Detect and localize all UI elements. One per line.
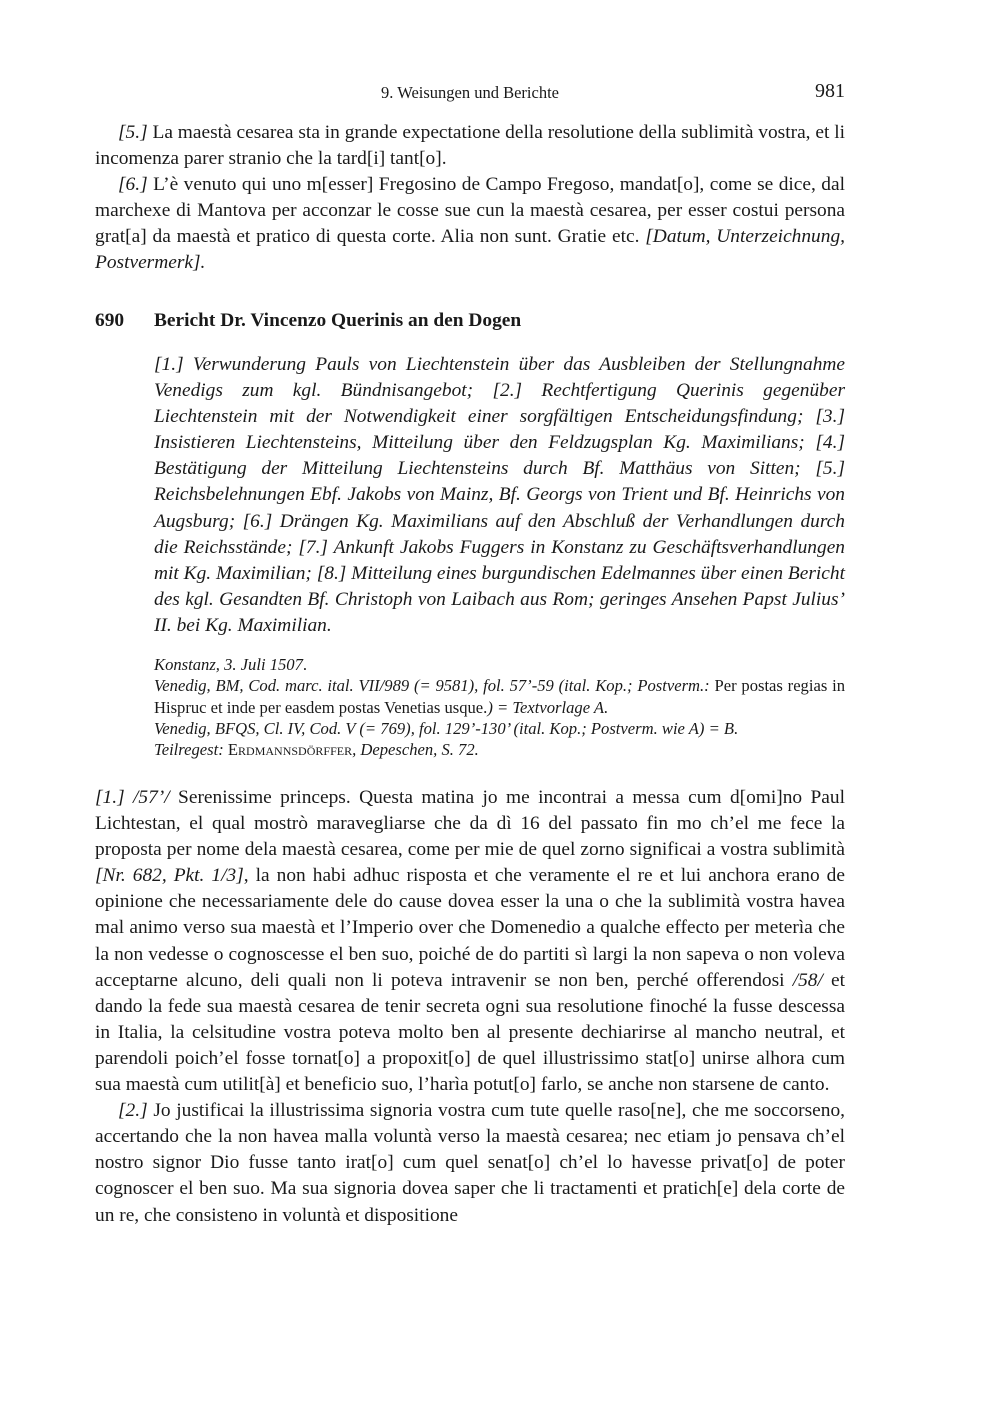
paragraph-number: [6.]: [118, 174, 148, 196]
place-date-text: Konstanz, 3. Juli 1507: [154, 655, 303, 674]
document-body: [95, 785, 845, 1229]
document-heading: [95, 310, 845, 332]
source-a: [154, 675, 845, 718]
page-number: 981: [815, 80, 845, 102]
cross-reference: [Nr. 682, Pkt. 1/3]: [95, 865, 244, 887]
paragraph-text: La maestà cesarea sta in grande expectatione della resolutione della sublimità vostra, et li incomenza parer stranio che la tard[i] tant[o].: [95, 122, 845, 170]
regest: [154, 352, 845, 639]
teilregest-work: , Depeschen, S. 72.: [352, 740, 479, 760]
source-apparatus: [154, 654, 845, 760]
document-number: 690: [95, 310, 125, 331]
place-date: Konstanz, 3. Juli 1507.: [154, 655, 308, 674]
regest-text: [1.] Verwunderung Pauls von Liechtenstein über das Ausbleiben der Stellungnahme Venedigs zum kgl. Bündnisangebot; [2.] Rechtfertigung Querinis gegenüber Liechtenstein mit der Notwendigkeit einer sorgfältigen Entscheidungsfindung; [3.] Insistieren Liechtensteins, Mitteilung über den Feldzugsplan Kg. Maximilians; [4.] Bestätigung der Mitteilung Liechtensteins durch Bf. Matthäus von Sitten; [5.] Reichsbelehnungen Ebf. Jakobs von Mainz, Bf. Georgs von Trient und Bf. Heinrichs von Augsburg; [6.] Drängen Kg. Maximilians auf den Abschluß der Verhandlungen durch die Reichsstände; [7.] Ankunft Jakobs Fuggers in Konstanz zu Geschäftsverhandlungen mit Kg. Maximilian; [8.] Mitteilung eines burgundischen Edelmannes über einen Bericht des kgl. Gesandten Bf. Christoph von Laibach aus Rom; geringes Ansehen Papst Julius’ II. bei Kg. Maximilian.: [154, 354, 845, 636]
paragraph-number: [2.]: [118, 1100, 148, 1122]
paragraph-text: L’è venuto qui uno m[esser] Fregosino de Campo Fregoso, mandat[o], come se dice, dal marchexe di Mantova per acconzar le cosse sue cun la maestà cesarea, per esser costui persona grat[a] da maestà et pratico di questa corte. Alia non sunt. Gratie etc.: [95, 174, 845, 248]
postvermerk-text: Per postas regias in Hispruc et inde per easdem postas Venetias usque.: [154, 676, 845, 717]
source-b: [154, 718, 845, 739]
source-a-end: ) = Textvorlage A.: [487, 697, 609, 717]
paragraph-6: [95, 172, 845, 276]
paragraph-5: [95, 120, 845, 172]
editorial-note: [Datum, Unterzeichnung, Postvermerk].: [95, 226, 845, 274]
teilregest-label: Teilregest:: [154, 740, 228, 760]
teilregest-author: Erdmannsdörffer: [227, 740, 353, 760]
paragraph-1: [1.] /57’/ Serenissime princeps. Questa matina jo me incontrai a messa cum d[omi]no Paul Lichtestan, el qual mostrò maravegliarse che da dì 16 del passato fin mo ch’el me fece la proposta per nome dela maestà cesarea, come per mie de quel zorno significai a vostra sublimità [Nr. 682, Pkt. 1/3], la non habi adhuc risposta et che veramente el re et lui anchora erano de opinione che necessariamente dele do cause dovea esser la una o che la sublimità vostra havea mal animo verso sua maestà et l’Imperio over che Domenedio a qualche effecto per meterìa che la non vedesse o cognoscesse el ben suo, poiché de do partiti sì largi la non sapeva o non voleva acceptarne alcuno, deli quali non li poteva intravenir se non ben, perché offerendosi /58/ et dando la fede sua maestà cesarea de tenir secreta ogni sua resolutione finoché la fusse descessa in Italia, la celsitudine vostra poteva molto ben al presente dechiarirse al mancho neutral, et parendoli poich’el fosse tornat[o] a propoxit[o] de quel illustrissimo stat[o] unirse alhora cum sua maestà cum utilit[à] et beneficio suo, l’harìa potut[o] farlo, se anche non starsene de canto.: [95, 787, 845, 1096]
source-b-text: Venedig, BFQS, Cl. IV, Cod. V (= 769), fol. 129’-130’ (ital. Kop.; Postverm. wie A) = B.: [154, 718, 739, 738]
paragraph-number: [1.] /57’/: [95, 787, 170, 808]
folio-marker: /58/: [792, 969, 823, 991]
page-header: [95, 80, 845, 108]
paragraph-number: [5.]: [118, 122, 148, 143]
document-title: Bericht Dr. Vincenzo Querinis an den Dogen: [154, 310, 522, 331]
paragraph-2: [2.] Jo justificai la illustrissima signoria vostra cum tute quelle raso[ne], che me soccorseno, accertando che la non havea malla voluntà verso la maestà cesarea; nec etiam jo pensava ch’el nostro signor Dio fusse tanto irat[o] cum quel senat[o] ch’el lo havesse privat[o] de poter cognoscer el ben suo. Ma sua signoria dovea saper che li tractamenti et pratich[e] dela corte de un re, che consisteno in voluntà et dispositione: [95, 1100, 845, 1226]
running-head: 9. Weisungen und Berichte: [381, 83, 559, 102]
teilregest: [154, 739, 845, 760]
source-a-lead: Venedig, BM, Cod. marc. ital. VII/989 (= 9581), fol. 57’-59 (ital. Kop.; Postverm.:: [154, 676, 710, 696]
previous-document-end: [95, 120, 845, 277]
